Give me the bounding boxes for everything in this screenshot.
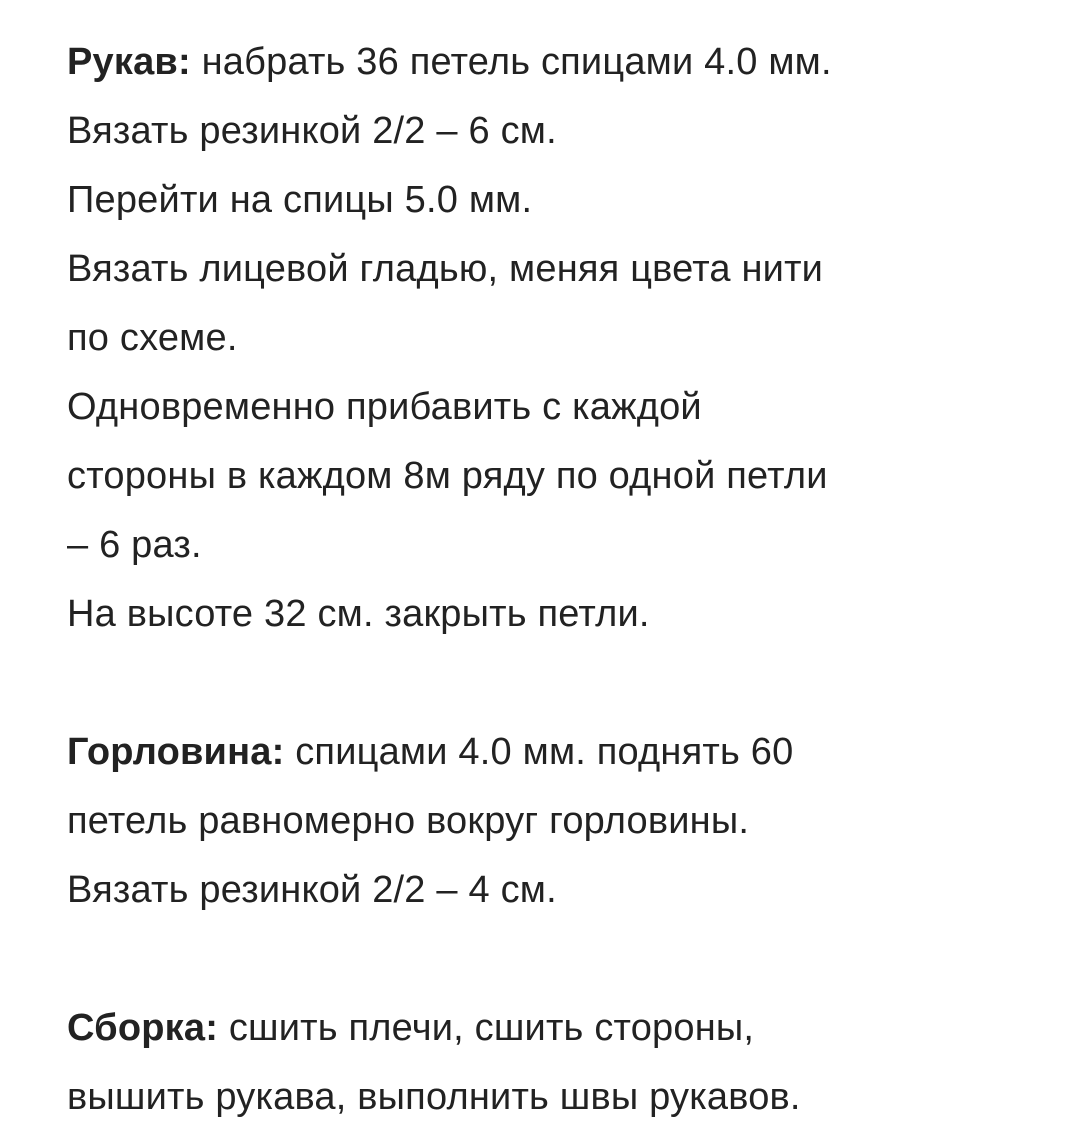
text-content: набрать 36 петель спицами 4.0 мм. [201, 41, 832, 83]
text-line: – 6 раз. [67, 524, 202, 566]
section-assembly [67, 994, 1020, 1132]
section-neckline [67, 718, 1020, 925]
text-content: спицами 4.0 мм. поднять 60 [295, 731, 794, 773]
section-sleeve [67, 28, 1020, 649]
text-line: Одновременно прибавить с каждой [67, 386, 702, 428]
text-line: по схеме. [67, 317, 238, 359]
text-line [67, 718, 1020, 787]
text-line: Перейти на спицы 5.0 мм. [67, 179, 533, 221]
section-heading: Горловина: [67, 731, 285, 773]
section-heading: Рукав: [67, 41, 191, 83]
text-line: стороны в каждом 8м ряду по одной петли [67, 455, 828, 497]
text-line: петель равномерно вокруг горловины. [67, 800, 750, 842]
text-line: вышить рукава, выполнить швы рукавов. [67, 1076, 801, 1118]
text-line: Вязать лицевой гладью, меняя цвета нити [67, 248, 824, 290]
text-line [67, 28, 1020, 97]
text-line [67, 994, 1020, 1063]
section-heading: Сборка: [67, 1007, 219, 1049]
text-content: сшить плечи, сшить стороны, [228, 1007, 755, 1049]
text-line: Вязать резинкой 2/2 – 6 см. [67, 110, 557, 152]
text-line: На высоте 32 см. закрыть петли. [67, 593, 650, 635]
text-line: Вязать резинкой 2/2 – 4 см. [67, 869, 557, 911]
